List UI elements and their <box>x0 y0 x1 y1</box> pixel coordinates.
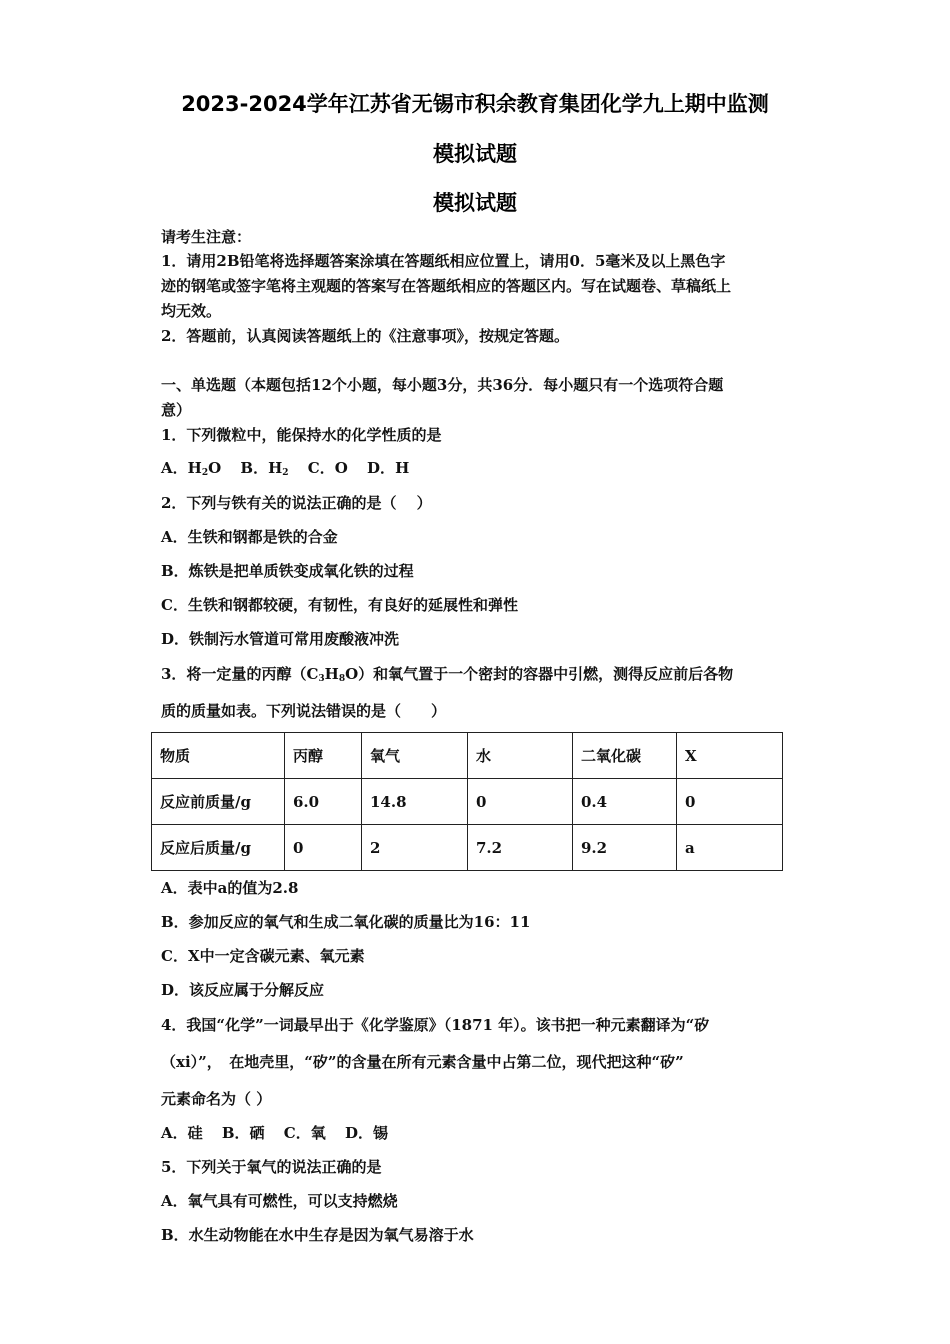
q2-option-d: D．铁制污水管道可常用废酸液冲洗 <box>161 630 400 648</box>
q2-option-b: B．炼铁是把单质铁变成氧化铁的过程 <box>161 562 414 580</box>
formula-subscript: 3 <box>318 674 325 684</box>
table-cell: 反应后质量/g <box>152 825 285 871</box>
q2-stem: 2．下列与铁有关的说法正确的是（ ） <box>161 494 432 512</box>
table-cell: 2 <box>362 825 468 871</box>
table-cell: 0 <box>468 779 573 825</box>
q1-options <box>161 458 423 483</box>
q4-option-b: B．硒 <box>221 1124 265 1142</box>
exam-title-line1: 2023-2024学年江苏省无锡市积余教育集团化学九上期中监测 <box>181 92 769 116</box>
q1-option-b <box>240 459 288 477</box>
q5-stem: 5．下列关于氧气的说法正确的是 <box>161 1158 382 1176</box>
q5-option-a: A．氧气具有可燃性，可以支持燃烧 <box>161 1192 398 1210</box>
q4-option-a: A．硅 <box>161 1124 203 1142</box>
table-cell: 水 <box>468 733 573 779</box>
table-row <box>152 825 783 871</box>
q1-stem: 1．下列微粒中，能保持水的化学性质的是 <box>161 426 442 444</box>
notice-item1-line3: 均无效。 <box>161 302 222 320</box>
notice-heading: 请考生注意： <box>161 228 252 246</box>
table-cell: 0 <box>285 825 362 871</box>
q4-stem-line2: （xi）”， 在地壳里，“矽”的含量在所有元素含量中占第二位，现代把这种“矽” <box>161 1053 684 1071</box>
stem-text: 3．将一定量的丙醇（C <box>161 665 319 683</box>
formula-subscript: 2 <box>201 468 209 478</box>
formula-subscript: 8 <box>338 674 346 684</box>
formula-part: H <box>187 459 202 477</box>
q2-option-a: A．生铁和钢都是铁的合金 <box>161 528 338 546</box>
section1-heading-line1: 一、单选题（本题包括12个小题，每小题3分，共36分．每小题只有一个选项符合题 <box>161 376 724 394</box>
formula-part: H <box>395 459 410 477</box>
notice-item1-line1: 1．请用2B铅笔将选择题答案涂填在答题纸相应位置上，请用0．5毫米及以上黑色字 <box>161 252 726 270</box>
q1-option-d <box>367 459 409 477</box>
option-label: D． <box>367 459 396 477</box>
q3-stem-line1 <box>161 664 733 689</box>
exam-title-line3: 模拟试题 <box>433 191 517 215</box>
stem-text: O）和氧气置于一个密封的容器中引燃，测得反应前后各物 <box>345 665 734 683</box>
table-cell: 反应前质量/g <box>152 779 285 825</box>
table-cell: 物质 <box>152 733 285 779</box>
notice-item1-line2: 迹的钢笔或签字笔将主观题的答案写在答题纸相应的答题区内。写在试题卷、草稿纸上 <box>161 277 732 295</box>
q2-option-c: C．生铁和钢都较硬，有韧性，有良好的延展性和弹性 <box>161 596 518 614</box>
q3-mass-table <box>151 732 783 871</box>
formula-part: O <box>334 459 348 477</box>
table-cell: 14.8 <box>362 779 468 825</box>
table-cell: 0.4 <box>573 779 677 825</box>
q4-options <box>161 1123 402 1143</box>
q3-option-d: D．该反应属于分解反应 <box>161 981 325 999</box>
q1-option-c <box>308 459 348 477</box>
table-cell: 丙醇 <box>285 733 362 779</box>
table-cell: 0 <box>677 779 783 825</box>
table-cell: a <box>677 825 783 871</box>
q3-option-b: B．参加反应的氧气和生成二氧化碳的质量比为16：11 <box>161 913 531 931</box>
q4-stem-line1: 4．我国“化学”一词最早出于《化学鉴原》（1871 年）。该书把一种元素翻译为“矽 <box>161 1016 710 1034</box>
formula-subscript: 2 <box>282 468 289 478</box>
table-cell: 7.2 <box>468 825 573 871</box>
option-label: A． <box>161 459 188 477</box>
option-label: B． <box>240 459 269 477</box>
formula-part: O <box>208 459 222 477</box>
table-cell: 二氧化碳 <box>573 733 677 779</box>
stem-text: H <box>324 665 339 683</box>
q3-option-a: A．表中a的值为2.8 <box>161 879 299 897</box>
q4-option-c: C．氧 <box>283 1124 326 1142</box>
formula-part: H <box>268 459 283 477</box>
exam-title-line2: 模拟试题 <box>433 142 517 166</box>
option-label: C． <box>307 459 335 477</box>
section1-heading-line2: 意） <box>161 401 192 419</box>
table-header-row <box>152 733 783 779</box>
q3-option-c: C．X中一定含碳元素、氧元素 <box>161 947 365 965</box>
q5-option-b: B．水生动物能在水中生存是因为氧气易溶于水 <box>161 1226 474 1244</box>
table-cell: 氧气 <box>362 733 468 779</box>
q4-option-d: D．锡 <box>344 1124 388 1142</box>
table-row <box>152 779 783 825</box>
table-cell: 6.0 <box>285 779 362 825</box>
q3-stem-line2: 质的质量如表。下列说法错误的是（ ） <box>161 702 447 720</box>
notice-item2: 2．答题前，认真阅读答题纸上的《注意事项》，按规定答题。 <box>161 327 569 345</box>
table-cell: 9.2 <box>573 825 677 871</box>
table-cell: X <box>677 733 783 779</box>
q4-stem-line3: 元素命名为（ ） <box>161 1090 272 1108</box>
q1-option-a <box>161 459 221 477</box>
